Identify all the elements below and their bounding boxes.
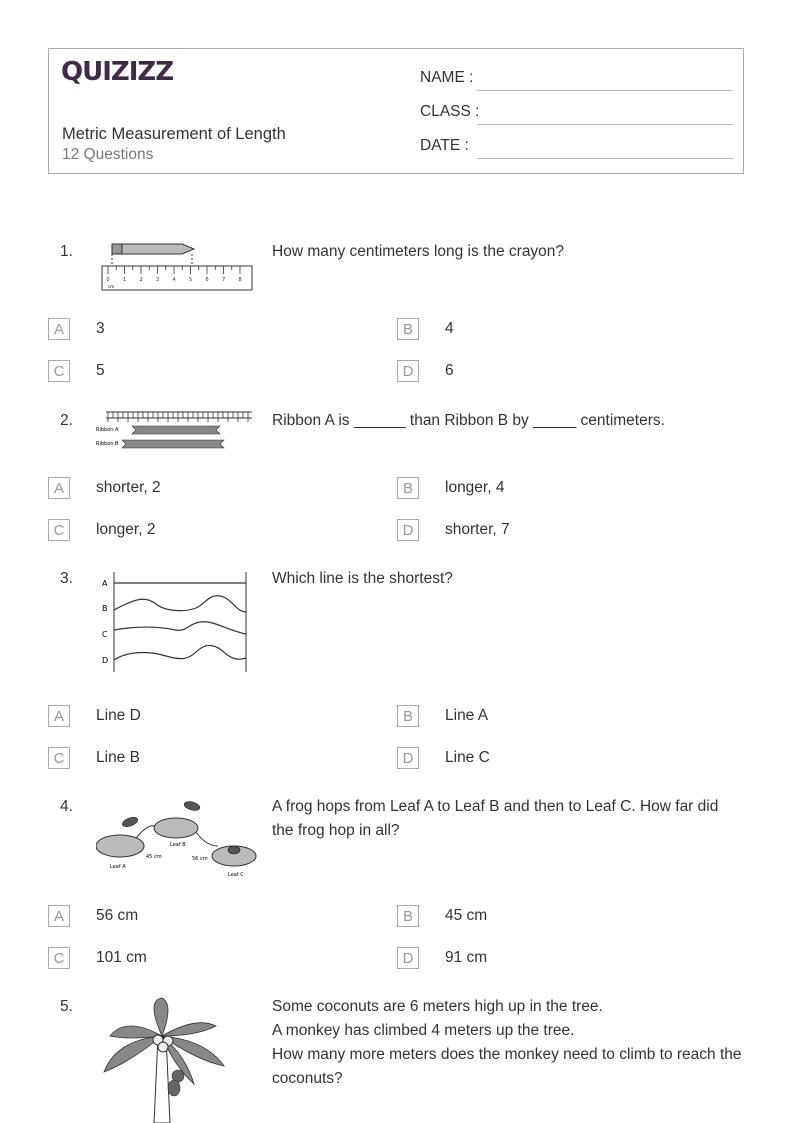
ruler-number: 8 bbox=[238, 277, 242, 283]
leaf-c-label: Leaf C bbox=[228, 872, 244, 878]
class-field[interactable] bbox=[477, 123, 733, 125]
name-label: NAME : bbox=[420, 69, 474, 86]
ruler-number: 6 bbox=[205, 277, 209, 283]
leaf-a-label: Leaf A bbox=[110, 864, 126, 870]
option-text[interactable]: shorter, 2 bbox=[96, 479, 161, 496]
ruler-number: 2 bbox=[139, 277, 143, 283]
ruler-number: 5 bbox=[189, 277, 193, 283]
option-letter-box[interactable]: B bbox=[397, 905, 419, 927]
line-d bbox=[114, 645, 246, 660]
option-text[interactable]: Line C bbox=[445, 749, 490, 766]
leaf-a-shape bbox=[96, 835, 144, 857]
hop-arrow-1 bbox=[136, 826, 154, 838]
question-number: 1. bbox=[60, 243, 73, 260]
line-label-d: D bbox=[102, 656, 109, 665]
option-text[interactable]: Line B bbox=[96, 749, 140, 766]
ruler-number: 0 bbox=[106, 277, 110, 283]
option-letter-box[interactable]: C bbox=[48, 519, 70, 541]
line-label-a: A bbox=[102, 579, 108, 588]
question-line: A monkey has climbed 4 meters up the tree. bbox=[272, 1022, 575, 1039]
question-number: 3. bbox=[60, 570, 73, 587]
hop-arrow-2 bbox=[196, 832, 218, 846]
question-count: 12 Questions bbox=[62, 146, 154, 163]
line-b bbox=[114, 596, 246, 612]
worksheet-header bbox=[48, 48, 744, 174]
option-text[interactable]: 91 cm bbox=[445, 949, 488, 966]
distance-bc-label: 56 cm bbox=[192, 856, 208, 862]
option-text[interactable]: 5 bbox=[96, 362, 105, 379]
ruler-number: 3 bbox=[156, 277, 160, 283]
question-line: How many more meters does the monkey need to climb to reach the coconuts? bbox=[272, 1046, 742, 1087]
ribbon-a-label: Ribbon A bbox=[96, 427, 119, 433]
coconut-tree-figure bbox=[96, 996, 236, 1123]
option-text[interactable]: 101 cm bbox=[96, 949, 147, 966]
option-letter-box[interactable]: C bbox=[48, 360, 70, 382]
monkey-icon bbox=[168, 1070, 184, 1096]
option-letter-box[interactable]: B bbox=[397, 318, 419, 340]
date-label: DATE : bbox=[420, 137, 469, 154]
option-letter-box[interactable]: C bbox=[48, 747, 70, 769]
crayon-ruler-figure bbox=[96, 240, 256, 296]
option-letter-box[interactable]: B bbox=[397, 477, 419, 499]
option-letter-box[interactable]: A bbox=[48, 318, 70, 340]
line-label-b: B bbox=[102, 604, 108, 613]
ruler-number: 7 bbox=[222, 277, 226, 283]
lines-figure bbox=[96, 568, 256, 674]
question-number: 2. bbox=[60, 412, 73, 429]
name-field[interactable] bbox=[477, 89, 733, 91]
question-number: 5. bbox=[60, 998, 73, 1015]
option-letter-box[interactable]: A bbox=[48, 705, 70, 727]
option-text[interactable]: 4 bbox=[445, 320, 454, 337]
quizizz-logo: QUIZIZZ bbox=[61, 57, 174, 87]
option-letter-box[interactable]: A bbox=[48, 477, 70, 499]
question-text bbox=[272, 995, 752, 1091]
option-text[interactable]: 3 bbox=[96, 320, 105, 337]
option-text[interactable]: 56 cm bbox=[96, 907, 139, 924]
option-text[interactable]: Line A bbox=[445, 707, 489, 724]
question-text: A frog hops from Leaf A to Leaf B and then to Leaf C. How far did the frog hop in all? bbox=[272, 798, 719, 839]
question-text: How many centimeters long is the crayon? bbox=[272, 243, 565, 260]
ribbon-figure bbox=[96, 408, 256, 452]
option-letter-box[interactable]: D bbox=[397, 360, 419, 382]
class-label: CLASS : bbox=[420, 103, 480, 120]
option-text[interactable]: longer, 2 bbox=[96, 521, 156, 538]
question-line: Some coconuts are 6 meters high up in the tree. bbox=[272, 998, 603, 1015]
worksheet-title: Metric Measurement of Length bbox=[62, 125, 286, 143]
option-text[interactable]: 6 bbox=[445, 362, 454, 379]
ruler-unit: cm bbox=[108, 284, 115, 289]
line-c bbox=[114, 622, 246, 634]
option-letter-box[interactable]: C bbox=[48, 947, 70, 969]
frog-leaves-figure bbox=[96, 794, 258, 880]
option-letter-box[interactable]: D bbox=[397, 519, 419, 541]
option-letter-box[interactable]: D bbox=[397, 947, 419, 969]
option-text[interactable]: Line D bbox=[96, 707, 141, 724]
leaf-b-shape bbox=[154, 818, 198, 838]
option-letter-box[interactable]: D bbox=[397, 747, 419, 769]
question-text: Ribbon A is ______ than Ribbon B by _____ centimeters. bbox=[272, 412, 665, 429]
date-field[interactable] bbox=[477, 157, 733, 159]
line-label-c: C bbox=[102, 630, 108, 639]
option-letter-box[interactable]: B bbox=[397, 705, 419, 727]
question-text: Which line is the shortest? bbox=[272, 570, 453, 587]
ruler-number: 1 bbox=[123, 277, 127, 283]
ribbon-b-label: Ribbon B bbox=[96, 441, 119, 447]
ruler-number: 4 bbox=[172, 277, 176, 283]
option-text[interactable]: 45 cm bbox=[445, 907, 488, 924]
option-letter-box[interactable]: A bbox=[48, 905, 70, 927]
option-text[interactable]: shorter, 7 bbox=[445, 521, 510, 538]
distance-ab-label: 45 cm bbox=[146, 854, 162, 860]
question-number: 4. bbox=[60, 798, 73, 815]
leaf-b-label: Leaf B bbox=[170, 842, 186, 848]
option-text[interactable]: longer, 4 bbox=[445, 479, 505, 496]
